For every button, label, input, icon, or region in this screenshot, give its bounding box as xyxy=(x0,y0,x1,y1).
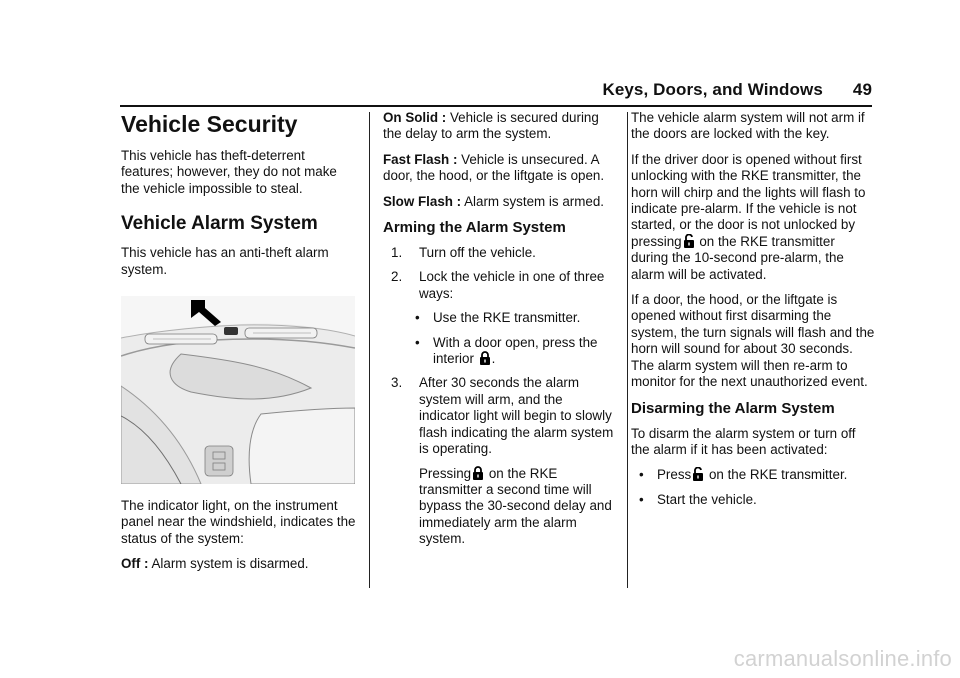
column-divider-1 xyxy=(369,112,370,588)
option-text-end: on the RKE transmitter. xyxy=(705,467,848,483)
lock-icon xyxy=(479,351,491,365)
step-number: 1. xyxy=(391,245,403,261)
key-lock-paragraph: The vehicle alarm system will not arm if the doors are locked with the key. xyxy=(631,110,865,142)
option-text-end: . xyxy=(491,351,496,367)
status-slow-flash-term: Slow Flash : xyxy=(383,193,462,209)
status-off xyxy=(121,556,357,572)
pre-alarm-paragraph xyxy=(631,152,875,283)
alarm-system-heading: Vehicle Alarm System xyxy=(121,213,318,235)
intro-paragraph: This vehicle has theft-deterrent features; however, they do not make the vehicle impossible to steal. xyxy=(121,148,337,196)
column-1 xyxy=(121,110,357,582)
option-text: Use the RKE transmitter. xyxy=(433,310,581,326)
status-fast-flash xyxy=(383,152,615,185)
page-header xyxy=(120,80,872,100)
watermark: carmanualsonline.info xyxy=(733,646,952,671)
status-on-solid-term: On Solid : xyxy=(383,110,447,125)
arming-step-1 xyxy=(391,245,615,261)
step-number: 2. xyxy=(391,269,403,285)
bullet: • xyxy=(415,310,420,326)
status-off-text: Alarm system is disarmed. xyxy=(148,556,309,572)
alarm-intro-paragraph: This vehicle has an anti-theft alarm system. xyxy=(121,245,329,277)
status-on-solid-text: Vehicle is secured during the delay to arm the system. xyxy=(383,110,599,142)
bullet: • xyxy=(639,467,644,483)
status-off-term: Off : xyxy=(121,556,149,572)
lock-icon xyxy=(472,466,484,480)
bullet: • xyxy=(415,334,420,350)
status-fast-flash-text: Vehicle is unsecured. A door, the hood, or the liftgate is open. xyxy=(383,151,605,184)
step-text: After 30 seconds the alarm system will arm, and the indicator light will begin to slowly flash indicating the alarm system is operating. xyxy=(419,375,614,457)
unlock-icon xyxy=(683,234,695,248)
status-slow-flash-text: Alarm system is armed. xyxy=(461,193,604,209)
arming-option-rke xyxy=(411,310,615,326)
option-text: With a door open, press the interior xyxy=(433,334,598,367)
pre-alarm-text-start: If the driver door is opened without first unlocking with the RKE transmitter, the horn will chirp and the lights will flash to indicate pre-alarm. If the vehicle is not started, or the door is not unlocked by pressing xyxy=(631,151,866,249)
column-2 xyxy=(383,110,615,556)
arming-step-3 xyxy=(391,375,615,457)
unlock-icon xyxy=(692,467,704,481)
note-text-end: on the RKE transmitter a second time will bypass the 30-second delay and immediately arm the alarm system. xyxy=(419,465,612,547)
option-text-start: Press xyxy=(657,467,692,483)
arming-step-2 xyxy=(391,269,615,302)
indicator-paragraph: The indicator light, on the instrument panel near the windshield, indicates the status of the system: xyxy=(121,498,356,546)
indicator-light-illustration xyxy=(121,296,355,484)
disarm-intro-paragraph: To disarm the alarm system or turn off the alarm if it has been activated: xyxy=(631,425,856,457)
column-3 xyxy=(631,110,875,516)
status-slow-flash xyxy=(383,194,615,210)
arming-heading: Arming the Alarm System xyxy=(383,219,566,237)
arming-step-3-note xyxy=(391,466,615,548)
section-title: Keys, Doors, and Windows xyxy=(602,80,823,99)
disarm-option-start xyxy=(635,492,875,508)
column-divider-2 xyxy=(627,112,628,588)
step-text: Turn off the vehicle. xyxy=(419,245,536,261)
disarm-option-rke xyxy=(635,467,875,483)
status-on-solid xyxy=(383,110,615,143)
page-number: 49 xyxy=(852,80,872,99)
note-text-start: Pressing xyxy=(419,465,472,481)
option-text: Start the vehicle. xyxy=(657,491,757,507)
disarming-heading: Disarming the Alarm System xyxy=(631,399,835,417)
header-rule xyxy=(120,105,872,107)
arming-option-interior xyxy=(411,335,615,368)
pre-alarm-text-end: on the RKE transmitter during the 10-second pre-alarm, the alarm will be activated. xyxy=(631,233,844,282)
status-fast-flash-term: Fast Flash : xyxy=(383,151,458,167)
step-text: Lock the vehicle in one of three ways: xyxy=(419,269,605,301)
page-title: Vehicle Security xyxy=(121,111,298,137)
bullet: • xyxy=(639,491,644,507)
step-number: 3. xyxy=(391,375,403,391)
alarm-trigger-paragraph: If a door, the hood, or the liftgate is opened without first disarming the system, the turn signals will flash and the horn will sound for about 30 seconds. The alarm system will then re-arm to monitor for the next unauthorized event. xyxy=(631,292,875,390)
